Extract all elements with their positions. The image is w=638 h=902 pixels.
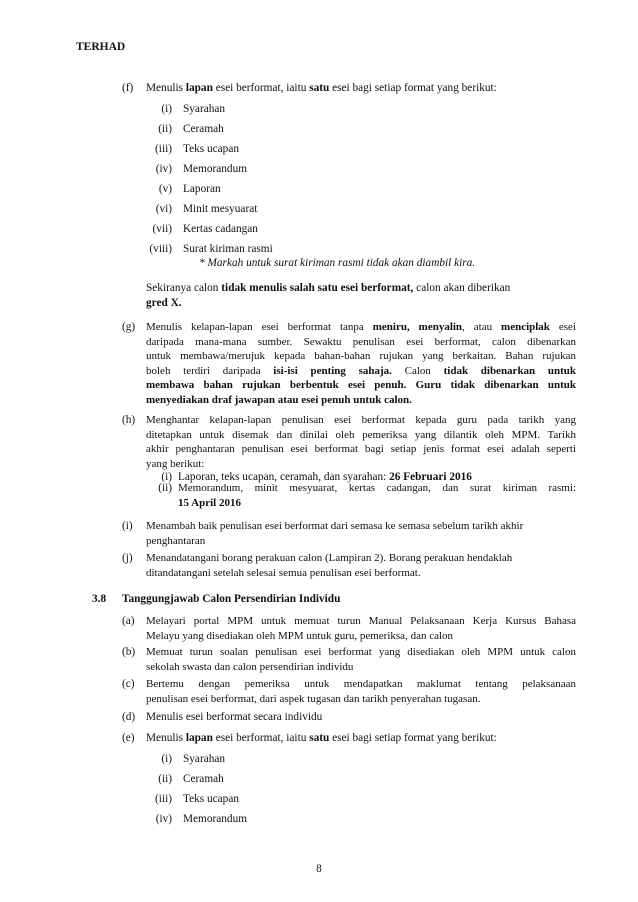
item-label-g: (g) <box>122 321 136 333</box>
list-item: Teks ucapan <box>183 793 239 805</box>
item-h-text: Menghantar kelapan-lapan penulisan esei berformat kepada guru pada tarikh yang ditetapkan untuk disemak dan dinilai oleh pemeriksa yang dilantik oleh MPM. Tarikh akhir penghantaran penulisan esei berformat bagi setiap jenis format esei adalah seperti yang berikut: <box>146 414 576 470</box>
page-number: 8 <box>316 863 322 875</box>
item-label-j: (j) <box>122 552 133 564</box>
list-item: Laporan <box>183 183 221 195</box>
list-item-number: (v) <box>158 183 172 195</box>
item-label-f: (f) <box>122 82 134 94</box>
list-item-number: (viii) <box>149 243 172 255</box>
item-c-text: Bertemu dengan pemeriksa untuk mendapatkan maklumat tentang pelaksanaan penulisan esei berformat, dari aspek tugasan dan tarikh penyerahan tugasan. <box>146 678 576 705</box>
list-item-number: (ii) <box>158 123 172 135</box>
item-label-c: (c) <box>122 678 135 690</box>
list-item-number: (iii) <box>155 793 172 805</box>
list-item-number: (iv) <box>155 163 172 175</box>
list-item: Syarahan <box>183 103 226 115</box>
item-label-i: (i) <box>122 520 133 532</box>
list-item-number: (i) <box>161 471 172 483</box>
list-item: Memorandum <box>183 163 248 175</box>
list-item: Kertas cadangan <box>183 223 258 235</box>
item-label-a: (a) <box>122 615 135 627</box>
item-i-text: Menambah baik penulisan esei berformat dari semasa ke semasa sebelum tarikh akhir penghantaran <box>146 520 524 547</box>
list-item: Ceramah <box>183 123 224 135</box>
list-item-number: (i) <box>161 753 172 765</box>
list-item-number: (ii) <box>158 773 172 785</box>
section-number: 3.8 <box>92 593 107 605</box>
item-d-text: Menulis esei berformat secara individu <box>146 711 323 723</box>
page-header: TERHAD <box>76 41 126 53</box>
item-j-text: Menandatangani borang perakuan calon (Lampiran 2). Borang perakuan hendaklah ditandatangani setelah selesai semua penulisan esei berformat. <box>146 552 513 579</box>
list-item: Surat kiriman rasmi <box>183 243 273 255</box>
item-label-h: (h) <box>122 414 136 426</box>
list-item: Memorandum <box>183 813 248 825</box>
list-item-number: (vi) <box>155 203 172 215</box>
list-item-number: (ii) <box>158 482 172 494</box>
list-item: Syarahan <box>183 753 226 765</box>
list-item-number: (vii) <box>152 223 172 235</box>
section-title: Tanggungjawab Calon Persendirian Individu <box>122 593 341 605</box>
item-label-d: (d) <box>122 711 136 723</box>
note-surat-rasmi: * Markah untuk surat kiriman rasmi tidak akan diambil kira. <box>199 257 476 269</box>
deadline-1: Laporan, teks ucapan, ceramah, dan syarahan: 26 Februari 2016 <box>178 471 472 483</box>
item-b-text: Memuat turun soalan penulisan esei berformat yang disediakan oleh MPM untuk calon sekolah swasta dan calon persendirian individu <box>146 646 576 673</box>
deadline-2: Memorandum, minit mesyuarat, kertas cadangan, dan surat kiriman rasmi: 15 April 2016 <box>178 482 576 509</box>
item-label-b: (b) <box>122 646 136 658</box>
item-g-text: Menulis kelapan-lapan esei berformat tanpa meniru, menyalin, atau menciplak esei daripada mana-mana sumber. Sewaktu penulisan esei berformat, calon dibenarkan untuk membawa/merujuk kepada bahan-bahan rujukan yang berkaitan. Bahan rujukan boleh terdiri daripada isi-isi penting sahaja. Calon tidak dibenarkan untuk membawa bahan rujukan berbentuk esei penuh. Guru tidak dibenarkan untuk menyediakan draf jawapan atau esei penuh untuk calon. <box>146 321 577 406</box>
list-item: Minit mesyuarat <box>183 203 258 215</box>
item-label-e: (e) <box>122 732 135 744</box>
list-item-number: (iv) <box>155 813 172 825</box>
list-item: Ceramah <box>183 773 224 785</box>
list-item-number: (i) <box>161 103 172 115</box>
list-item: Teks ucapan <box>183 143 239 155</box>
gred-x-statement: Sekiranya calon tidak menulis salah satu esei berformat, calon akan diberikan <box>146 282 511 294</box>
item-a-text: Melayari portal MPM untuk memuat turun Manual Pelaksanaan Kerja Kursus Bahasa Melayu yang disediakan oleh MPM untuk guru, pemeriksa, dan calon <box>146 615 576 642</box>
item-f-intro: Menulis lapan esei berformat, iaitu satu esei bagi setiap format yang berikut: <box>146 82 497 94</box>
list-item-number: (iii) <box>155 143 172 155</box>
item-e-intro: Menulis lapan esei berformat, iaitu satu esei bagi setiap format yang berikut: <box>146 732 497 744</box>
gred-x: gred X. <box>146 297 182 309</box>
